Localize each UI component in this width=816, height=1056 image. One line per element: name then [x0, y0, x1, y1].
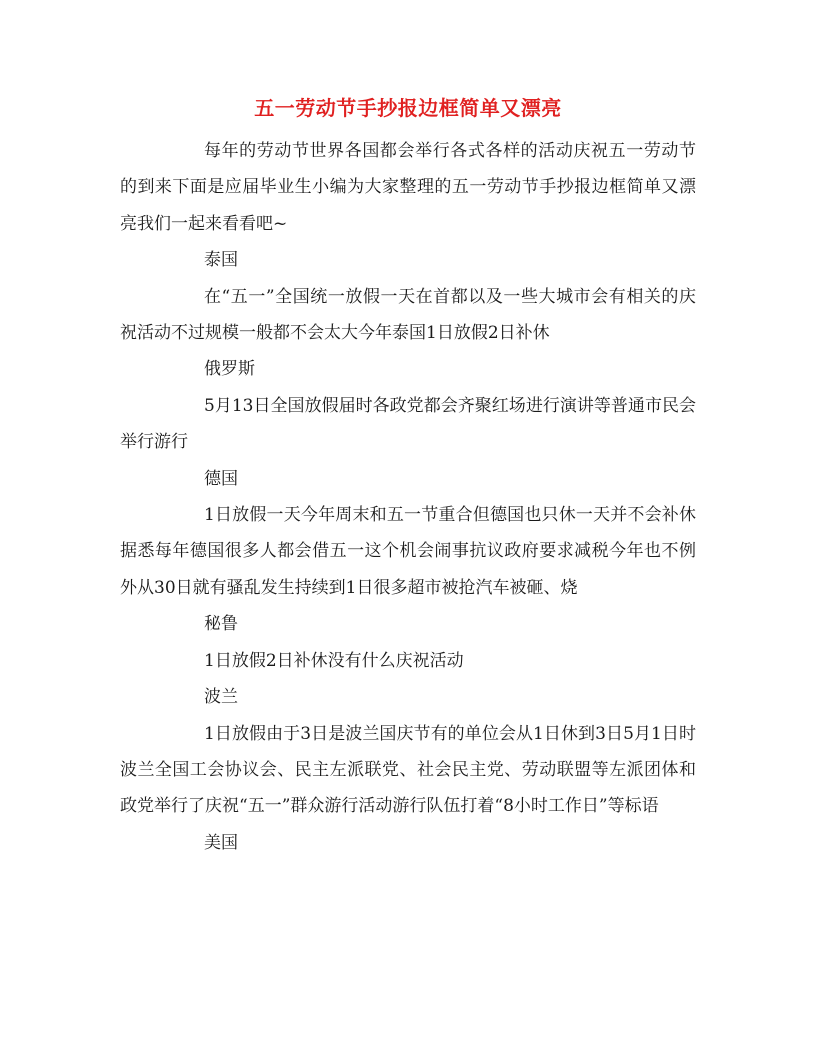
section-text-russia: 5月13日全国放假届时各政党都会齐聚红场进行演讲等普通市民会举行游行 — [120, 395, 696, 453]
section-heading-poland: 波兰 — [204, 687, 238, 708]
section-heading-germany: 德国 — [204, 468, 238, 489]
intro-paragraph: 每年的劳动节世界各国都会举行各式各样的活动庆祝五一劳动节的到来下面是应届毕业生小编为大家整理的五一劳动节手抄报边框简单又漂亮我们一起来看看吧~ — [120, 141, 696, 234]
section-text-poland: 1日放假由于3日是波兰国庆节有的单位会从1日休到3日5月1日时波兰全国工会协议会、民主左派联党、社会民主党、劳动联盟等左派团体和政党举行了庆祝“五一”群众游行活动游行队伍打着“8小时工作日”等标语 — [120, 723, 696, 817]
section-text-peru: 1日放假2日补休没有什么庆祝活动 — [204, 650, 464, 671]
document-title: 五一劳动节手抄报边框简单又漂亮 — [254, 96, 562, 120]
section-heading-peru: 秘鲁 — [204, 614, 238, 635]
section-heading-russia: 俄罗斯 — [204, 359, 255, 380]
section-text-thailand: 在“五一”全国统一放假一天在首都以及一些大城市会有相关的庆祝活动不过规模一般都不会太大今年泰国1日放假2日补休 — [120, 286, 696, 344]
section-heading-thailand: 泰国 — [204, 250, 238, 271]
section-text-germany: 1日放假一天今年周末和五一节重合但德国也只休一天并不会补休据悉每年德国很多人都会借五一这个机会闹事抗议政府要求减税今年也不例外从30日就有骚乱发生持续到1日很多超市被抢汽车被砸、烧 — [120, 505, 696, 598]
section-heading-usa: 美国 — [204, 832, 238, 853]
document-body — [120, 133, 696, 861]
